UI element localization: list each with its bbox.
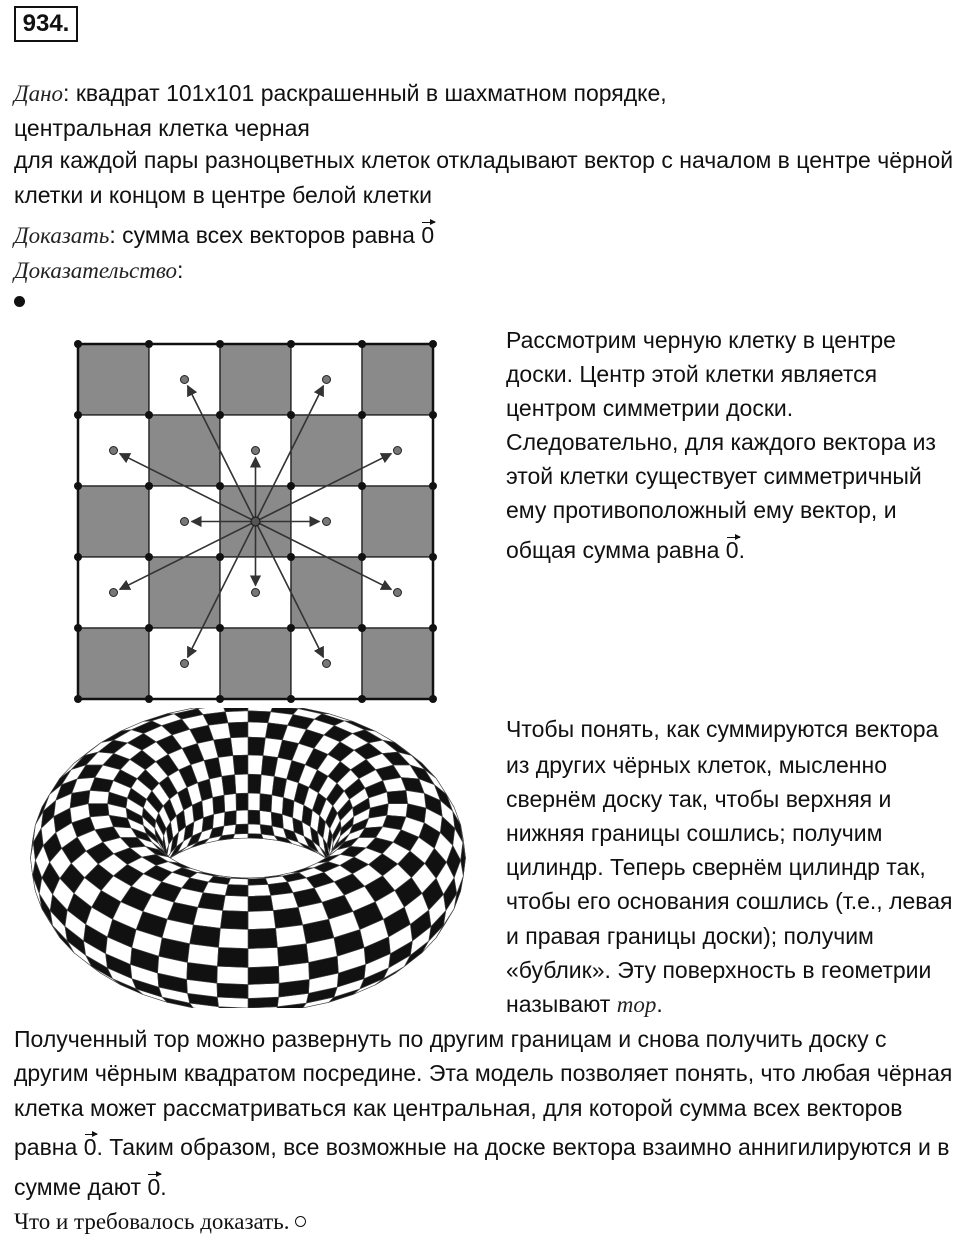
dark-cell — [291, 415, 362, 486]
grid-node — [145, 553, 153, 561]
grid-node — [429, 695, 437, 703]
torus-light-cell — [248, 885, 271, 897]
torus-dark-cell — [217, 947, 248, 967]
prove-label: Доказать — [14, 223, 110, 248]
vector-end-point — [323, 518, 331, 526]
given-text-1: : квадрат 101x101 раскрашенный в шахматном порядке, — [63, 80, 667, 106]
torus-light-cell — [217, 966, 248, 984]
grid-node — [429, 624, 437, 632]
grid-node — [145, 340, 153, 348]
para3-line-1: Полученный тор можно развернуть по другим границам и снова получить доску с — [14, 1026, 887, 1052]
para3-line4-start: равна — [14, 1134, 84, 1160]
torus-light-cell — [248, 947, 279, 967]
torus-light-cell — [271, 795, 283, 814]
proof-label: Доказательство — [14, 258, 178, 283]
grid-node — [145, 482, 153, 490]
bullet-icon — [14, 296, 25, 307]
torus-light-cell — [248, 911, 276, 930]
torus-dark-cell — [271, 812, 283, 828]
dark-cell — [78, 628, 149, 699]
para1-line-1: Рассмотрим черную клетку в центре — [506, 327, 896, 353]
torus-dark-cell — [213, 795, 225, 814]
grid-node — [74, 553, 82, 561]
conclusion-line — [14, 1207, 306, 1237]
dark-cell — [78, 344, 149, 415]
grid-node — [287, 482, 295, 490]
torus-dark-cell — [248, 896, 273, 912]
grid-node — [145, 411, 153, 419]
grid-node — [429, 482, 437, 490]
para3-line-2: другим чёрным квадратом посредине. Эта модель позволяет понять, что любая чёрная — [14, 1060, 953, 1086]
vector-end-point — [252, 589, 260, 597]
given-line-3: для каждой пары разноцветных клеток откладывают вектор с началом в центре чёрной — [14, 147, 954, 173]
torus-dark-cell — [220, 911, 248, 930]
para1-line-4: Следовательно, для каждого вектора из — [506, 429, 936, 455]
torus-light-cell — [387, 804, 408, 817]
proof-heading — [14, 255, 183, 286]
torus-dark-cell — [248, 737, 265, 756]
torus-dark-cell — [225, 885, 248, 897]
dark-cell — [149, 557, 220, 628]
para3-line5-start: сумме дают — [14, 1174, 148, 1200]
vector-start-point — [251, 517, 260, 526]
given-label: Дано — [14, 81, 64, 106]
dark-cell — [291, 557, 362, 628]
torus-dark-cell — [88, 804, 109, 817]
para2-end: . — [656, 991, 663, 1017]
torus-light-cell — [236, 810, 248, 824]
dark-cell — [149, 415, 220, 486]
torus-dark-cell — [190, 925, 221, 948]
zero-vector: 0 — [421, 222, 435, 248]
grid-node — [74, 624, 82, 632]
dark-cell — [78, 486, 149, 557]
torus-dark-cell — [235, 824, 248, 834]
torus-light-cell — [223, 896, 248, 912]
grid-node — [287, 553, 295, 561]
given-line-4: клетки и концом в центре белой клетки — [14, 182, 432, 208]
prove-text: : сумма всех векторов равна — [109, 222, 422, 248]
given-line-1 — [14, 78, 667, 109]
para2-line-2: из других чёрных клеток, мысленно — [506, 752, 887, 778]
para2-last-text: называют — [506, 991, 617, 1017]
grid-node — [358, 482, 366, 490]
zero-vector: 0 — [147, 1174, 161, 1200]
grid-node — [358, 340, 366, 348]
vector-end-point — [394, 589, 402, 597]
para2-line-4: нижняя границы сошлись; получим — [506, 820, 883, 846]
para2-line-3: свернём доску так, чтобы верхняя и — [506, 786, 892, 812]
para3-line-3: клетка может рассматриваться как центральная, для которой сумма всех векторов — [14, 1095, 903, 1121]
grid-node — [216, 624, 224, 632]
vector-end-point — [323, 660, 331, 668]
para2-line-5: цилиндр. Теперь свернём цилиндр так, — [506, 854, 926, 880]
para2-line-9 — [506, 989, 663, 1020]
problem-number: 934. — [14, 6, 78, 42]
torus-light-cell — [88, 790, 109, 803]
torus-light-cell — [224, 794, 236, 813]
grid-node — [287, 411, 295, 419]
para2-line-6: чтобы его основания сошлись (т.е., левая — [506, 888, 953, 914]
grid-node — [429, 411, 437, 419]
torus-light-cell — [248, 722, 268, 738]
para1-end: . — [738, 537, 745, 563]
torus-light-cell — [213, 812, 225, 828]
torus-light-cell — [260, 811, 272, 826]
grid-node — [287, 695, 295, 703]
torus-light-cell — [228, 878, 248, 885]
proof-colon: : — [177, 257, 184, 283]
torus-dark-cell — [233, 755, 248, 775]
grid-node — [145, 624, 153, 632]
torus-light-cell — [231, 737, 248, 756]
para2-line-1: Чтобы понять, как суммируются вектора — [506, 716, 939, 742]
chessboard-diagram — [60, 330, 440, 710]
grid-node — [216, 411, 224, 419]
torus-dark-cell — [248, 810, 260, 824]
para3-line4-end: . Таким образом, все возможные на доске вектора взаимно аннигилируются и в — [96, 1134, 950, 1160]
para1-line-2: доски. Центр этой клетки является — [506, 361, 878, 387]
torus-dark-cell — [248, 997, 279, 1008]
vector-end-point — [323, 376, 331, 384]
torus-light-cell — [248, 755, 263, 775]
grid-node — [358, 695, 366, 703]
prove-line — [14, 220, 434, 251]
torus-dark-cell — [248, 878, 268, 885]
grid-node — [358, 624, 366, 632]
torus-dark-cell — [260, 794, 272, 813]
grid-node — [358, 411, 366, 419]
torus-term: тор — [616, 992, 657, 1017]
given-line-2: центральная клетка черная — [14, 115, 310, 141]
grid-node — [216, 482, 224, 490]
dark-cell — [362, 344, 433, 415]
grid-node — [216, 553, 224, 561]
torus-dark-cell — [224, 811, 236, 826]
torus-checker-illustration — [28, 708, 468, 1008]
torus-dark-cell — [248, 928, 277, 948]
para1-line-7 — [506, 535, 745, 565]
torus-light-cell — [248, 824, 261, 834]
torus-dark-cell — [228, 722, 248, 738]
torus-light-cell — [225, 711, 248, 723]
vector-end-point — [181, 660, 189, 668]
para1-line-3: центром симметрии доски. — [506, 395, 794, 421]
dark-cell — [220, 344, 291, 415]
zero-vector: 0 — [725, 537, 739, 563]
torus-dark-cell — [248, 711, 271, 723]
grid-node — [429, 340, 437, 348]
conclusion-text: Что и требовалось доказать. — [14, 1209, 290, 1234]
grid-node — [216, 340, 224, 348]
vector-end-point — [110, 447, 118, 455]
torus-light-cell — [248, 793, 260, 811]
para3-line-4 — [14, 1132, 949, 1162]
vector-end-point — [394, 447, 402, 455]
para1-line-5: этой клетки существует симметричный — [506, 463, 922, 489]
grid-node — [74, 482, 82, 490]
para1-last-text: общая сумма равна — [506, 537, 726, 563]
para2-line-7: и правая границы доски); получим — [506, 923, 874, 949]
vector-end-point — [252, 447, 260, 455]
dark-cell — [362, 486, 433, 557]
grid-node — [74, 340, 82, 348]
torus-dark-cell — [387, 790, 408, 803]
dark-cell — [362, 628, 433, 699]
grid-node — [216, 695, 224, 703]
torus-light-cell — [235, 774, 248, 793]
grid-node — [287, 624, 295, 632]
torus-light-cell — [217, 997, 248, 1008]
vector-end-point — [110, 589, 118, 597]
para1-line-6: ему противоположный ему вектор, и — [506, 497, 897, 523]
zero-vector: 0 — [83, 1134, 97, 1160]
dark-cell — [220, 628, 291, 699]
torus-light-cell — [276, 925, 307, 948]
para2-line-8: «бублик». Эту поверхность в геометрии — [506, 957, 932, 983]
grid-node — [74, 411, 82, 419]
grid-node — [358, 553, 366, 561]
torus-dark-cell — [236, 793, 248, 811]
grid-node — [145, 695, 153, 703]
torus-dark-cell — [248, 774, 261, 793]
qed-circle-icon — [295, 1216, 306, 1227]
torus-light-cell — [248, 983, 279, 998]
grid-node — [74, 695, 82, 703]
para3-line5-end: . — [160, 1174, 167, 1200]
torus-light-cell — [219, 928, 248, 948]
vector-end-point — [181, 518, 189, 526]
grid-node — [287, 340, 295, 348]
vector-end-point — [181, 376, 189, 384]
torus-dark-cell — [217, 983, 248, 998]
grid-node — [429, 553, 437, 561]
para3-line-5 — [14, 1172, 167, 1202]
torus-dark-cell — [248, 966, 279, 984]
